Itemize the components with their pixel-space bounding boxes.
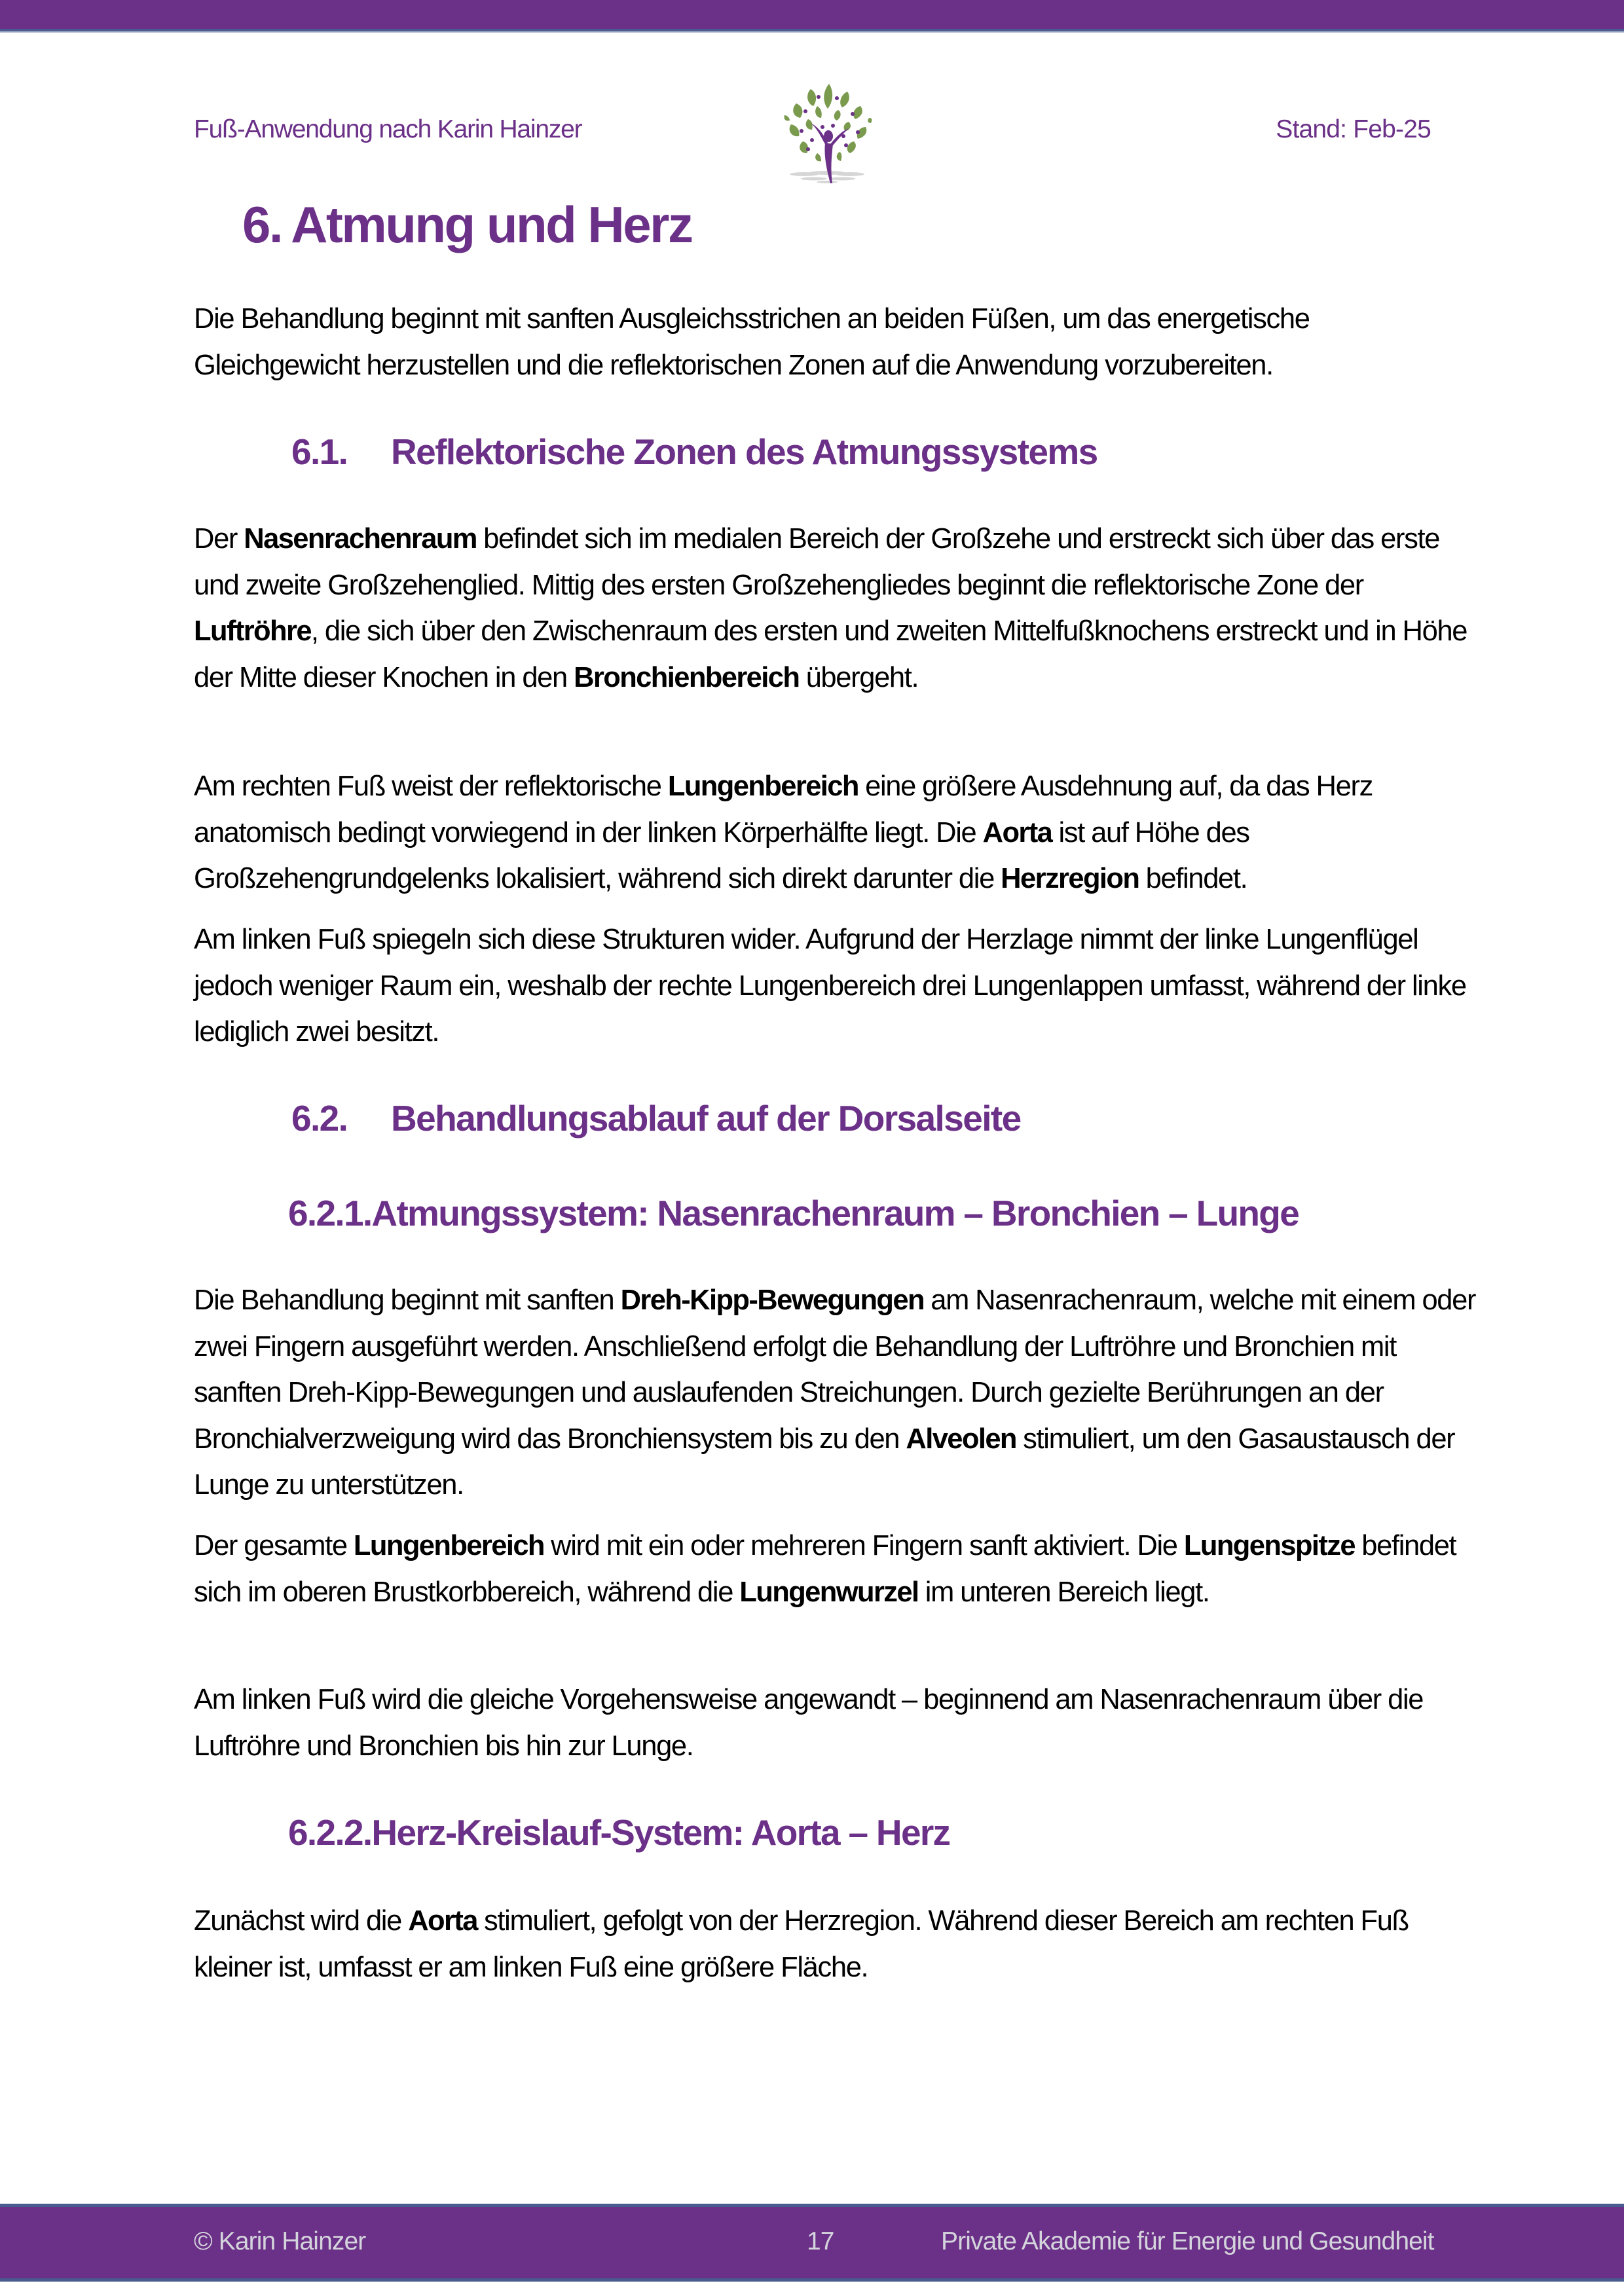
text-run: Am linken Fuß spiegeln sich diese Strukturen wider. Aufgrund der Herzlage nimmt der linke Lungenflügel jedoch weniger Raum ein, weshalb der rechte Lungenbereich drei Lungenlappen umfasst, während der linke lediglich zwei besitzt. (194, 924, 1466, 1048)
text-run: Die Behandlung beginnt mit sanften (194, 1285, 621, 1316)
emphasized-term: Bronchienbereich (574, 661, 800, 693)
header-document-title: Fuß-Anwendung nach Karin Hainzer (194, 115, 582, 143)
emphasized-term: Aorta (982, 816, 1052, 848)
text-run: übergeht. (799, 661, 919, 693)
emphasized-term: Lungenwurzel (739, 1576, 919, 1608)
header-accent-line-light (0, 31, 1624, 33)
text-run: Zunächst wird die (194, 1905, 409, 1937)
text-run: befindet sich im medialen Bereich der Großzehe und erstreckt sich über das erste und zweite Großzehenglied. Mittig des ersten Großzehengliedes beginnt die reflektorische Zone der (194, 523, 1440, 601)
paragraph-lungenbereich-rechts (194, 763, 1477, 902)
section-title: Behandlungsablauf auf der Dorsalseite (391, 1098, 1021, 1139)
text-run: Der gesamte (194, 1530, 354, 1561)
emphasized-term: Lungenbereich (353, 1530, 544, 1561)
section-title: Reflektorische Zonen des Atmungssystems (391, 431, 1098, 472)
text-run: Am linken Fuß wird die gleiche Vorgehensweise angewandt – beginnend am Nasenrachenraum über die Luftröhre und Bronchien bis hin zur Lunge. (194, 1684, 1424, 1762)
emphasized-term: Lungenbereich (667, 771, 858, 802)
text-run: ist auf Höhe des Großzehengrundgelenks lokalisiert, während sich direkt darunter die (194, 816, 1249, 894)
text-run: Am rechten Fuß weist der reflektorische (194, 771, 668, 802)
emphasized-term: Herzregion (1001, 863, 1139, 894)
footer-page-number: 17 (807, 2227, 834, 2255)
chapter-title-text: Atmung und Herz (291, 196, 692, 253)
chapter-number: 6. (242, 196, 282, 253)
footer-copyright: © Karin Hainzer (194, 2227, 366, 2255)
subsection-heading-6-2-1 (288, 1192, 1299, 1234)
subsection-number: 6.2.1. (288, 1193, 372, 1233)
paragraph-linker-fuss-vorgehensweise (194, 1677, 1477, 1769)
subsection-number: 6.2.2. (288, 1812, 372, 1853)
section-heading-6-1 (291, 431, 1098, 473)
section-number: 6.2. (291, 1098, 348, 1139)
text-run: im unteren Bereich liegt. (918, 1576, 1209, 1608)
emphasized-term: Alveolen (906, 1423, 1016, 1455)
text-run: eine größere Ausdehnung auf, da das Herz anatomisch bedingt vorwiegend in der linken Körperhälfte liegt. Die (194, 771, 1373, 848)
emphasized-term: Luftröhre (194, 615, 311, 647)
paragraph-dreh-kipp-bewegungen (194, 1277, 1477, 1508)
tree-figure-logo-icon (765, 77, 889, 190)
emphasized-term: Aorta (408, 1905, 477, 1937)
subsection-title: Atmungssystem: Nasenrachenraum – Bronchien – Lunge (371, 1193, 1299, 1233)
emphasized-term: Dreh-Kipp-Bewegungen (620, 1285, 924, 1316)
text-run: befindet. (1139, 863, 1247, 894)
text-run: wird mit ein oder mehreren Fingern sanft aktiviert. Die (544, 1530, 1184, 1561)
text-run: am Nasenrachenraum, welche mit einem oder zwei Fingern ausgeführt werden. Anschließend erfolgt die Behandlung der Luftröhre und Bronchien mit sanften Dreh-Kipp-Bewegungen und auslaufenden Streichungen. Durch gezielte Berührungen an der Bronchialverzweigung wird das Bronchiensystem bis zu den (194, 1285, 1476, 1455)
subsection-title: Herz-Kreislauf-System: Aorta – Herz (371, 1812, 950, 1853)
section-heading-6-2 (291, 1097, 1021, 1139)
text-run: Der (194, 523, 244, 555)
paragraph-aorta-herz (194, 1898, 1477, 1990)
text-run: , die sich über den Zwischenraum des ersten und zweiten Mittelfußknochens erstreckt und in Höhe der Mitte dieser Knochen in den (194, 615, 1467, 693)
emphasized-term: Lungenspitze (1183, 1530, 1356, 1561)
text-run: stimuliert, um den Gasaustausch der Lunge zu unterstützen. (194, 1423, 1455, 1501)
chapter-intro-paragraph: Die Behandlung beginnt mit sanften Ausgleichsstrichen an beiden Füßen, um das energetische Gleichgewicht herzustellen und die reflektorischen Zonen auf die Anwendung vorzubereiten. (194, 303, 1310, 381)
header-bar (0, 0, 1624, 29)
subsection-heading-6-2-2 (288, 1812, 950, 1853)
footer-organization: Private Akademie für Energie und Gesundheit (941, 2227, 1434, 2255)
footer-accent-line-bottom (0, 2278, 1624, 2282)
header-revision-date: Stand: Feb-25 (1276, 115, 1431, 143)
paragraph-linker-fuss-strukturen (194, 917, 1477, 1055)
section-number: 6.1. (291, 431, 348, 472)
text-run: befindet sich im oberen Brustkorbbereich, während die (194, 1530, 1456, 1608)
emphasized-term: Nasenrachenraum (244, 523, 477, 555)
text-run: stimuliert, gefolgt von der Herzregion. Während dieser Bereich am rechten Fuß kleiner ist, umfasst er am linken Fuß eine größere Fläche. (194, 1905, 1409, 1983)
paragraph-nasenrachenraum (194, 516, 1477, 701)
paragraph-lungenbereich-aktivierung (194, 1523, 1477, 1615)
chapter-title (242, 195, 692, 255)
